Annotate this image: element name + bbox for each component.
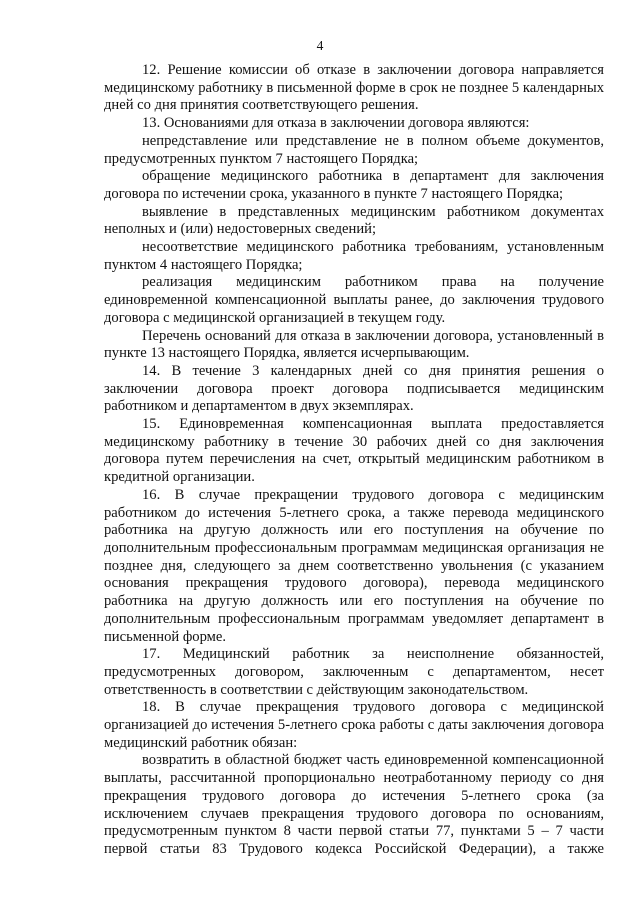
paragraph-item-14: 14. В течение 3 календарных дней со дня принятия решения о заключении договора проект договора подписывается медицинским работником и департаментом в двух экземплярах. (104, 362, 604, 415)
refusal-ground-incomplete-documents: непредставление или представление не в полном объеме документов, предусмотренных пунктом 7 настоящего Порядка; (104, 132, 604, 167)
paragraph-item-16: 16. В случае прекращении трудового договора с медицинским работником до истечения 5-летнего срока, а также перевода медицинского работника на другую должность или его поступления на обучение по дополнительным профессиональным программам медицинская организация не позднее дня, следующего за днем соответственно увольнения (с указанием основания прекращения трудового договора), перевода медицинского работника на другую должность или его поступления на обучение по дополнительным профессиональным программам уведомляет департамент в письменной форме. (104, 486, 604, 645)
document-body (104, 62, 604, 859)
refusal-ground-late-application: обращение медицинского работника в департамент для заключения договора по истечении срока, указанного в пункте 7 настоящего Порядка; (104, 168, 604, 202)
paragraph-item-18: 18. В случае прекращения трудового договора с медицинской организацией до истечения 5-летнего срока работы с даты заключения договора медицинский работник обязан: (104, 699, 604, 751)
paragraph-item-15: 15. Единовременная компенсационная выплата предоставляется медицинскому работнику в течение 30 рабочих дней со дня заключения договора путем перечисления на счет, открытый медицинским работником в кредитной организации. (104, 416, 604, 486)
refusal-ground-unreliable-information: выявление в представленных медицинским работником документах неполных и (или) недостоверных сведений; (104, 203, 604, 238)
refusal-grounds-exhaustive: Перечень оснований для отказа в заключении договора, установленный в пункте 13 настоящего Порядка, является исчерпывающим. (104, 327, 604, 362)
paragraph-item-12: 12. Решение комиссии об отказе в заключении договора направляется медицинскому работнику в письменной форме в срок не позднее 5 календарных дней со дня принятия соответствующего решения. (104, 62, 604, 114)
page-number: 4 (316, 38, 324, 53)
refusal-ground-previous-payment: реализация медицинским работником права на получение единовременной компенсационной выплаты ранее, до заключения трудового договора с медицинской организацией в текущем году. (104, 274, 604, 326)
refusal-ground-requirements-mismatch: несоответствие медицинского работника требованиям, установленным пунктом 4 настоящего Порядка; (104, 239, 604, 273)
paragraph-item-17: 17. Медицинский работник за неисполнение обязанностей, предусмотренных договором, заключенным с департаментом, несет ответственность в соответствии с действующим законодательством. (104, 646, 604, 698)
obligation-refund-payment: возвратить в областной бюджет часть единовременной компенсационной выплаты, рассчитанной пропорционально неотработанному периоду со дня прекращения трудового договора до истечения 5-летнего срока (за исключением случаев прекращения трудового договора по основаниям, предусмотренным пунктом 8 части первой статьи 77, пунктами 5 – 7 части первой статьи 83 Трудового кодекса Российской Федерации), а также (104, 752, 604, 857)
paragraph-item-13-heading: 13. Основаниями для отказа в заключении договора являются: (142, 115, 530, 132)
